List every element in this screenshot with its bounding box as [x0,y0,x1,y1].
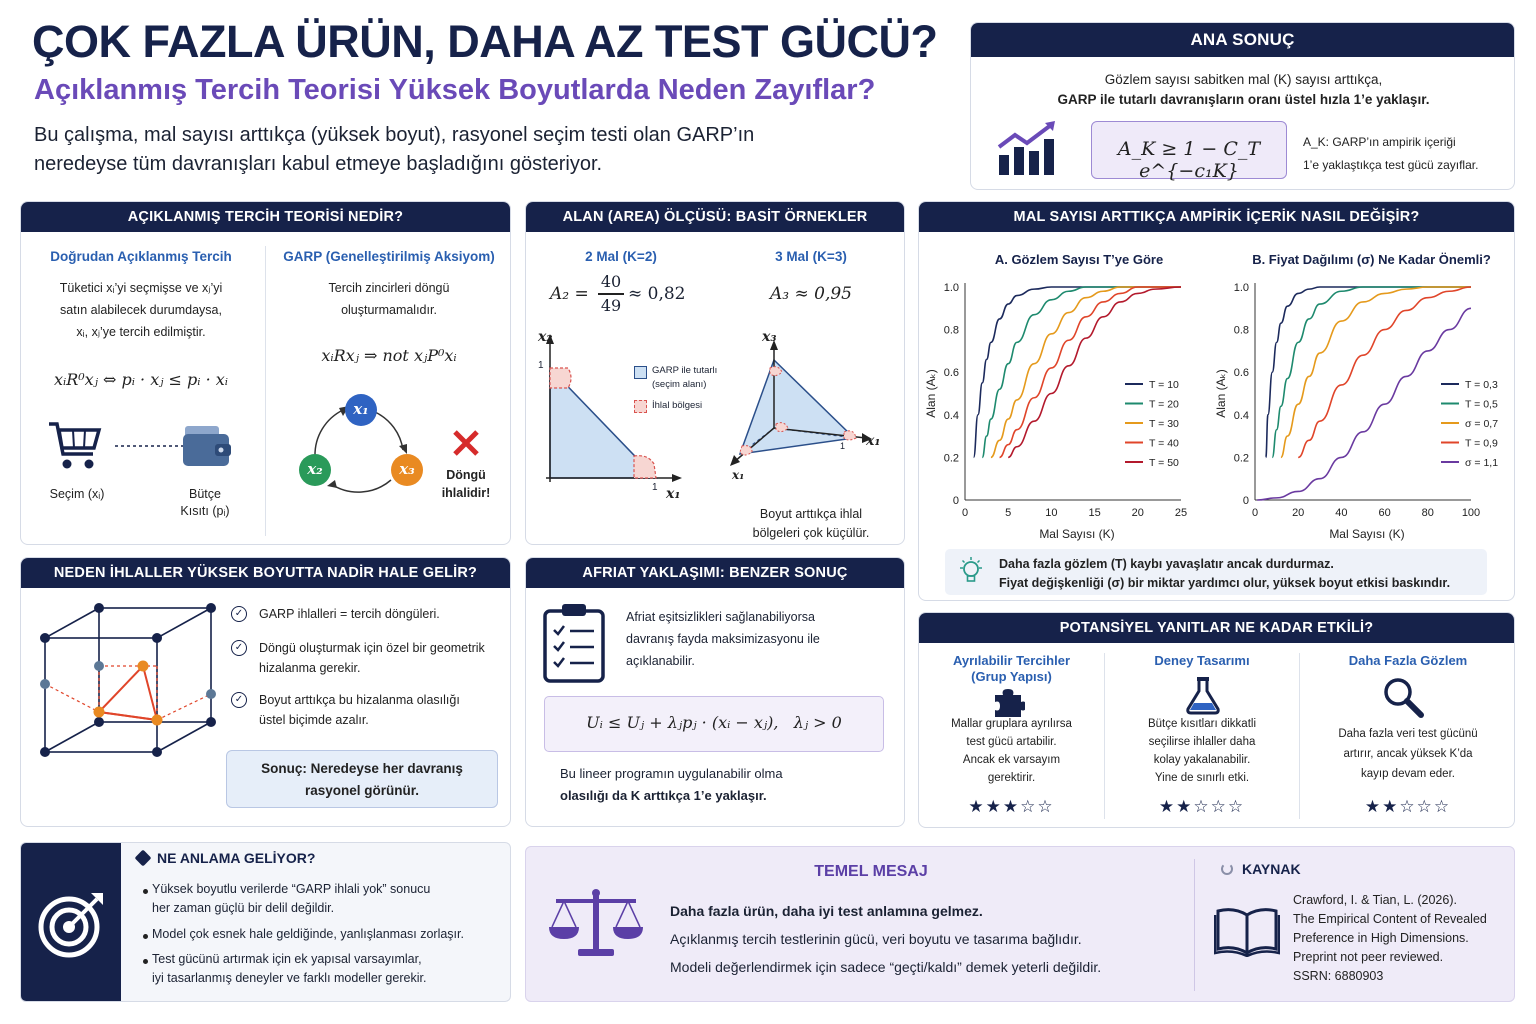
k2-lhs: A₂ = [550,284,589,304]
response-2-text-1: Bütçe kısıtları dikkatli [1147,718,1256,730]
intro-line-2: neredeyse tüm davranışları kabul etmeye başladığını gösteriyor. [34,153,603,175]
k2-approx: ≈ 0,82 [628,284,686,304]
k2-tick-x: 1 [652,482,658,493]
direct-formula: xᵢR⁰xⱼ ⇔ pᵢ · xⱼ ≤ pᵢ · xᵢ [53,370,229,389]
theory-divider [265,246,266,536]
series-line-3 [991,287,1181,457]
main-result-note-1: A_K: GARP’ın ampirik içeriği [1303,135,1456,149]
source-line-3: Preference in High Dimensions. [1293,931,1469,945]
x-tick-label: 15 [1088,507,1101,519]
y-tick-label: 0.6 [1233,367,1249,380]
k2-axis-x1: x₁ [666,486,681,502]
legend-label-1: T = 10 [1149,379,1179,391]
pin-icon [135,850,152,867]
wallet-label-1: Bütçe [189,487,221,501]
empirical-note-1: Daha fazla gözlem (T) kaybı yavaşlatır ancak durdurmaz. [999,557,1334,571]
garp-subtitle: GARP (Genelleştirilmiş Aksiyom) [283,249,495,264]
legend-label-2: T = 20 [1149,398,1179,411]
response-2-text-4: Yine de sınırlı etki. [1154,772,1250,784]
x-tick-label: 80 [1421,507,1434,519]
legend-label-4: T = 40 [1149,437,1179,450]
bullet-dot-2 [143,934,148,939]
response-1-text-2: test gücü artabilir. [966,736,1057,748]
k2-axis-x2: x₂ [538,329,553,345]
legend-label-5: σ = 1,1 [1465,457,1499,469]
afriat-text-1: Afriat eşitsizlikleri sağlanabiliyorsa [626,610,815,624]
bullet-dot-1 [143,889,148,894]
x-tick-label: 20 [1131,507,1144,519]
legend-violation-swatch [634,400,647,413]
meaning-bullet-1b: her zaman güçlü bir delil değildir. [152,901,335,915]
main-result-panel [970,22,1515,190]
chart-title: A. Gözlem Sayısı T’ye Göre [994,252,1164,267]
check-icon-2: ✓ [231,640,247,656]
afriat-text-2: davranış fayda maksimizasyonu ile [626,632,820,646]
x-tick-label: 10 [1045,507,1058,519]
wallet-label-2: Kısıtı (pᵢ) [180,504,230,518]
legend-label-1: T = 0,3 [1465,379,1498,391]
response-3-title: Daha Fazla Gözlem [1348,653,1468,668]
response-3-text-1: Daha fazla veri test gücünü [1338,728,1478,740]
series-line-3 [1281,287,1471,457]
x-tick-label: 60 [1378,507,1391,519]
balance-scale-icon [546,887,646,959]
empirical-panel [918,201,1515,601]
response-2-title: Deney Tasarımı [1154,653,1250,668]
x-tick-label: 40 [1335,507,1348,519]
why-point-3b: üstel biçimde azalır. [259,713,369,727]
check-icon-1: ✓ [231,606,247,622]
x-tick-label: 20 [1292,507,1305,519]
y-tick-label: 0 [952,495,959,507]
response-1-text-1: Mallar gruplara ayrılırsa [951,718,1072,730]
source-line-4: Preprint not peer reviewed. [1293,950,1444,964]
garp-formula: xᵢRxⱼ ⇒ not xⱼP⁰xᵢ [321,346,457,365]
area-title: ALAN (AREA) ÖLÇÜSÜ: BASİT ÖRNEKLER [526,202,904,232]
responses-title: POTANSİYEL YANITLAR NE KADAR ETKİLİ? [919,613,1514,643]
main-result-title: ANA SONUÇ [971,23,1514,57]
response-1-title: Ayrılabilir Tercihler [952,653,1071,668]
k3-axis-x1: x₁ [866,433,881,449]
k2-tick-y: 1 [538,360,544,371]
target-icon [37,889,107,959]
why-point-2b: hizalanma gerekir. [259,661,361,675]
legend-garp-label-1: GARP ile tutarlı [652,365,718,376]
why-result-2: rasyonel görünür. [304,783,420,798]
flask-icon [1185,675,1221,715]
why-result-1: Sonuç: Neredeyse her davranış [261,761,463,776]
y-tick-label: 0.8 [943,324,959,337]
meaning-bullet-1a: Yüksek boyutlu verilerde “GARP ihlali yok” sonucu [152,882,431,896]
y-tick-label: 0.6 [943,367,959,380]
clipboard-checklist-icon [542,602,608,684]
y-tick-label: 0 [1242,495,1249,507]
afriat-text-3: açıklanabilir. [626,654,695,668]
area-panel [525,201,905,545]
direct-preference-subtitle: Doğrudan Açıklanmış Tercih [50,249,232,264]
main-result-note-2: 1’e yaklaştıkça test gücü zayıflar. [1303,158,1479,172]
y-tick-label: 1.0 [1233,282,1249,294]
garp-text-1: Tercih zincirleri döngü [328,281,450,295]
why-point-3a: Boyut arttıkça bu hizalanma olasılığı [259,693,460,707]
x-axis-label: Mal Sayısı (K) [1329,527,1405,541]
k3-area-diagram [726,332,896,482]
k3-subtitle: 3 Mal (K=3) [775,249,847,264]
y-tick-label: 0.4 [943,409,959,422]
k2-denominator: 49 [600,296,622,315]
bar-chart-growth-icon [995,121,1061,177]
y-tick-label: 0.2 [1233,452,1249,465]
legend-label-3: T = 30 [1149,418,1179,430]
lightbulb-icon [957,556,985,586]
y-tick-label: 0.8 [1233,324,1249,337]
afriat-formula: Uᵢ ≤ Uⱼ + λⱼpⱼ · (xᵢ − xⱼ), λⱼ > 0 [586,713,842,732]
why-panel [20,557,511,827]
series-line-5 [1008,287,1181,457]
direct-text-2: satın alabilecek durumdaysa, [60,303,222,317]
meaning-title: NE ANLAMA GELİYOR? [157,850,316,866]
empirical-note-2: Fiyat değişkenliği (σ) bir miktar yardımcı olur, yüksek boyut etkisi baskındır. [999,576,1451,590]
k2-area-diagram [538,322,688,502]
wallet-icon [181,422,233,468]
x-tick-label: 100 [1461,507,1481,519]
red-cross-icon [451,428,481,458]
legend-label-4: T = 0,9 [1465,437,1498,450]
main-result-formula: A_K ≥ 1 − C_T e^{−c₁K} [1117,138,1261,182]
response-3-text-2: artırır, ancak yüksek K’da [1343,748,1473,760]
responses-panel [918,612,1515,828]
check-icon-3: ✓ [231,692,247,708]
message-title: TEMEL MESAJ [814,863,928,880]
legend-label-2: T = 0,5 [1465,398,1498,411]
area-caption-2: bölgeleri çok küçülür. [752,526,870,540]
chart-a-observations [919,242,1219,552]
k3-axis-x3: x₃ [762,329,777,345]
hypercube-diagram [33,594,223,764]
source-divider [1194,859,1195,991]
series-line-2 [1272,287,1471,457]
x-axis-label: Mal Sayısı (K) [1039,527,1115,541]
meaning-bullet-2: Model çok esnek hale geldiğinde, yanlışlanması zorlaşır. [152,927,464,941]
y-tick-label: 1.0 [943,282,959,294]
response-1-text-3: Ancak ek varsayım [962,754,1061,766]
response-1-stars: ★★★☆☆ [968,797,1055,816]
x-tick-label: 25 [1174,507,1188,519]
message-line-2: Açıklanmış tercih testlerinin gücü, veri boyutu ve tasarıma bağlıdır. [670,931,1082,947]
why-title: NEDEN İHLALLER YÜKSEK BOYUTTA NADİR HALE GELİR? [21,558,510,588]
series-line-2 [982,287,1181,457]
afriat-title: AFRIAT YAKLAŞIMI: BENZER SONUÇ [526,558,904,588]
bullet-dot-3 [143,959,148,964]
message-line-3: Modeli değerlendirmek için sadece “geçti/kaldı” demek yeterli değildir. [670,959,1102,975]
legend-label-3: σ = 0,7 [1465,418,1499,430]
x-tick-label: 0 [1251,507,1259,519]
source-line-5: SSRN: 6880903 [1293,969,1384,983]
response-3-text-3: kayıp devam eder. [1361,768,1455,780]
meaning-bullet-3b: iyi tasarlanmış deneyler ve farklı modeller gerekir. [152,971,427,985]
violation-label-2: ihlalidir! [441,486,491,500]
theory-title: AÇIKLANMIŞ TERCİH TEORİSİ NEDİR? [21,202,510,232]
area-caption-1: Boyut arttıkça ihlal [759,507,863,521]
y-tick-label: 0.2 [943,452,959,465]
afriat-bottom-1: Bu lineer programın uygulanabilir olma [560,766,783,781]
k2-subtitle: 2 Mal (K=2) [585,249,657,264]
y-axis-label: Alan (Aₖ) [1214,369,1228,418]
source-line-1: Crawford, I. & Tian, L. (2026). [1293,893,1457,907]
legend-garp-label-2: (seçim alanı) [652,379,707,390]
direct-text-1: Tüketici xᵢ’yi seçmişse ve xⱼ’yi [59,281,223,295]
source-line-2: The Empirical Content of Revealed [1293,912,1487,926]
series-line-5 [1257,308,1471,500]
series-line-1 [1266,287,1471,457]
legend-violation-label: İhlal bölgesi [652,400,703,411]
x-tick-label: 0 [961,507,969,519]
intro-line-1: Bu çalışma, mal sayısı arttıkça (yüksek boyut), rasyonel seçim testi olan GARP’ın [34,124,755,146]
k3-formula: A₃ ≈ 0,95 [770,284,852,304]
cycle-label-x3: x₃ [399,460,415,478]
cycle-label-x1: x₁ [353,400,369,418]
y-axis-label: Alan (Aₖ) [924,369,938,418]
shopping-cart-icon [47,420,103,472]
series-line-4 [1298,287,1471,457]
page-title: ÇOK FAZLA ÜRÜN, DAHA AZ TEST GÜCÜ? [32,16,938,67]
theory-panel [20,201,511,545]
meaning-panel [20,842,511,1002]
why-point-1: GARP ihlalleri = tercih döngüleri. [259,607,440,621]
response-1-title-2: (Grup Yapısı) [971,669,1052,684]
y-tick-label: 0.4 [1233,409,1249,422]
response-1-text-4: gerektirir. [987,772,1036,784]
direct-text-3: xᵢ, xⱼ’ye tercih edilmiştir. [76,325,206,339]
main-result-line2: GARP ile tutarlı davranışların oranı üstel hızla 1’e yaklaşır. [1057,92,1430,107]
page-subtitle: Açıklanmış Tercih Teorisi Yüksek Boyutlarda Neden Zayıflar? [34,74,876,106]
source-ring-icon [1221,863,1233,875]
message-line-1: Daha fazla ürün, daha iyi test anlamına gelmez. [670,903,983,919]
k3-tick-1: 1 [840,441,846,451]
empirical-title: MAL SAYISI ARTTIKÇA AMPİRİK İÇERİK NASIL DEĞİŞİR? [919,202,1514,232]
chart-b-price-dispersion [1209,242,1514,552]
violation-label-1: Döngü [446,468,486,482]
x-tick-label: 5 [1005,507,1012,519]
afriat-panel [525,557,905,827]
message-panel [525,846,1515,1002]
open-book-icon [1214,905,1280,957]
source-title: KAYNAK [1242,861,1301,877]
response-2-text-2: seçilirse ihlaller daha [1148,736,1256,748]
cycle-label-x2: x₂ [307,460,323,478]
response-2-stars: ★★☆☆☆ [1158,797,1246,816]
cart-label: Seçim (xᵢ) [49,487,105,501]
response-2-text-3: kolay yakalanabilir. [1153,754,1251,766]
legend-label-5: T = 50 [1149,457,1179,469]
garp-text-2: oluşturmamalıdır. [341,303,437,317]
k2-fraction-bar [598,293,624,295]
response-3-stars: ★★☆☆☆ [1364,797,1452,816]
meaning-bullet-3a: Test gücünü artırmak için ek yapısal varsayımlar, [152,952,422,966]
k3-axis-x1-front: x₁ [732,468,745,482]
magnifier-icon [1381,675,1425,719]
afriat-bottom-2: olasılığı da K arttıkça 1’e yaklaşır. [560,788,767,803]
why-point-2a: Döngü oluşturmak için özel bir geometrik [259,641,485,655]
main-result-line1: Gözlem sayısı sabitken mal (K) sayısı arttıkça, [1104,72,1383,87]
legend-garp-swatch [634,366,647,379]
chart-title: B. Fiyat Dağılımı (σ) Ne Kadar Önemli? [1252,252,1491,267]
k2-numerator: 40 [600,272,622,291]
